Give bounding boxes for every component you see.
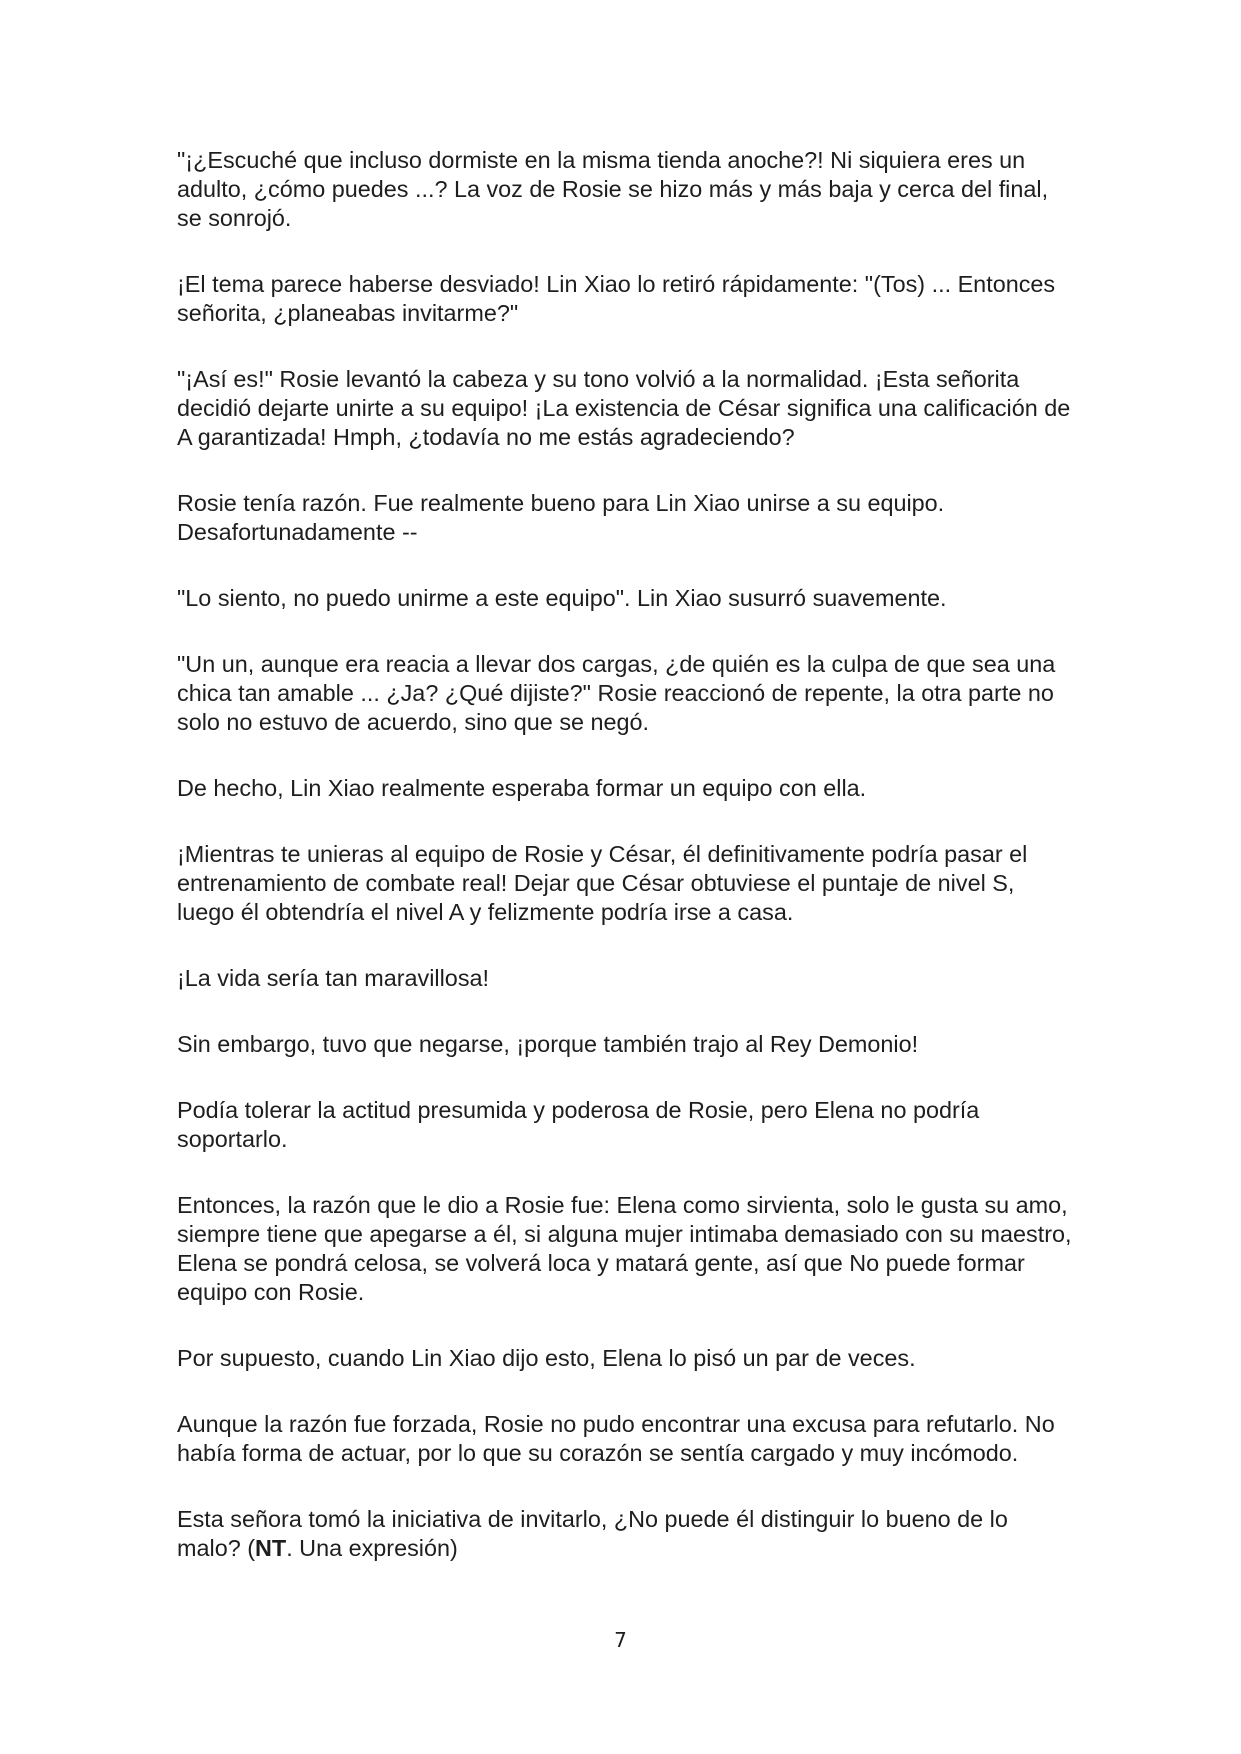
paragraph-12: Entonces, la razón que le dio a Rosie fue: Elena como sirvienta, solo le gusta su amo, siempre tiene que apegarse a él, si alguna mujer intimaba demasiado con su maestro, Elena se pondrá celosa, se volverá loca y matará gente, así que No puede formar equipo con Rosie. xyxy=(177,1192,1072,1305)
paragraph-15-text-after: . Una expresión) xyxy=(286,1535,458,1561)
paragraph-11: Podía tolerar la actitud presumida y poderosa de Rosie, pero Elena no podría soportarlo. xyxy=(177,1097,980,1152)
document-body xyxy=(177,146,1077,1563)
paragraph-8: ¡Mientras te unieras al equipo de Rosie y César, él definitivamente podría pasar el entrenamiento de combate real! Dejar que César obtuviese el puntaje de nivel S, luego él obtendría el nivel A y felizmente podría irse a casa. xyxy=(177,841,1028,925)
paragraph-6: "Un un, aunque era reacia a llevar dos cargas, ¿de quién es la culpa de que sea una chica tan amable ... ¿Ja? ¿Qué dijiste?" Rosie reaccionó de repente, la otra parte no solo no estuvo de acuerdo, sino que se negó. xyxy=(177,651,1056,735)
paragraph-13: Por supuesto, cuando Lin Xiao dijo esto, Elena lo pisó un par de veces. xyxy=(177,1345,916,1371)
paragraph-7: De hecho, Lin Xiao realmente esperaba formar un equipo con ella. xyxy=(177,775,867,801)
paragraph-5: "Lo siento, no puedo unirme a este equipo". Lin Xiao susurró suavemente. xyxy=(177,585,947,611)
paragraph-14: Aunque la razón fue forzada, Rosie no pudo encontrar una excusa para refutarlo. No había forma de actuar, por lo que su corazón se sentía cargado y muy incómodo. xyxy=(177,1411,1055,1466)
paragraph-15 xyxy=(177,1505,1077,1563)
paragraph-9: ¡La vida sería tan maravillosa! xyxy=(177,965,490,991)
translator-note-abbreviation: NT xyxy=(255,1535,287,1561)
paragraph-10: Sin embargo, tuvo que negarse, ¡porque también trajo al Rey Demonio! xyxy=(177,1031,919,1057)
paragraph-15-text-before: Esta señora tomó la iniciativa de invitarlo, ¿No puede él distinguir lo bueno de lo malo? ( xyxy=(177,1506,1008,1561)
paragraph-1: "¡¿Escuché que incluso dormiste en la misma tienda anoche?! Ni siquiera eres un adulto, ¿cómo puedes ...? La voz de Rosie se hizo más y más baja y cerca del final, se sonrojó. xyxy=(177,147,1049,231)
paragraph-2: ¡El tema parece haberse desviado! Lin Xiao lo retiró rápidamente: "(Tos) ... Entonces señorita, ¿planeabas invitarme?" xyxy=(177,271,1056,326)
paragraph-3: "¡Así es!" Rosie levantó la cabeza y su tono volvió a la normalidad. ¡Esta señorita decidió dejarte unirte a su equipo! ¡La existencia de César significa una calificación de A garantizada! Hmph, ¿todavía no me estás agradeciendo? xyxy=(177,366,1071,450)
page-number: 7 xyxy=(614,1628,627,1652)
paragraph-4: Rosie tenía razón. Fue realmente bueno para Lin Xiao unirse a su equipo. Desafortunadamente -- xyxy=(177,490,945,545)
